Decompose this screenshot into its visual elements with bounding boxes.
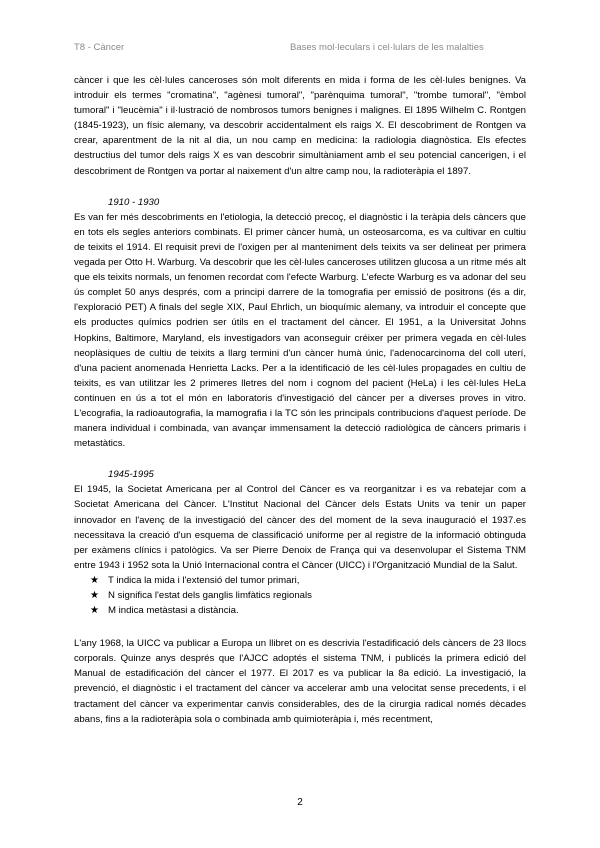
page-number: 2 [297, 797, 303, 808]
section-heading-1945-1995: 1945-1995 [108, 469, 154, 481]
bullet-text: M indica metàstasi a distància. [108, 605, 239, 617]
star-icon: ★ [90, 605, 99, 617]
page-body [74, 73, 526, 727]
bullet-text: T indica la mida i l'extensió del tumor primari, [108, 574, 300, 586]
list-item [90, 573, 526, 588]
star-icon: ★ [90, 574, 99, 586]
paragraph-1: càncer i que les cèl·lules canceroses són molt diferents en mida i forma de les cèl·lules benignes. Va introduir els termes "cromatina", "agènesi tumoral", "parènquima tumoral", "trombe tumoral", "èmbol tumoral" i "leucèmia" i il·lustració de nombrosos tumors benignes i malignes. El 1895 Wilhelm C. Rontgen (1845-1923), un físic alemany, va descobrir accidentalment els raigs X. El descobriment de Rontgen va crear, aparentment de la nit al dia, un nou camp en medicina: la radiologia diagnòstica. Els efectes destructius del tumor dels raigs X es van descobrir simultàniament amb el seu potencial cancerigen, i el descobriment de Rontgen va portar al naixement d'un altre camp nou, la radioteràpia el 1897. [74, 75, 526, 177]
list-item [90, 603, 526, 618]
bullet-text: N significa l'estat dels ganglis limfàtics regionals [108, 590, 312, 601]
star-icon: ★ [90, 590, 99, 601]
section-heading-1910-1930: 1910 - 1930 [108, 196, 160, 208]
paragraph-4: L'any 1968, la UICC va publicar a Europa un llibret on es descrivia l'estadificació dels càncers de 23 llocs corporals. Quinze anys després que l'AJCC adoptés el sistema TNM, i publicés la primera edició del Manual de estadificación del càncer el 1977. El 2017 es va publicar la 8a edició. La investigació, la prevenció, el diagnòstic i el tractament del càncer va accelerar amb una velocitat sense precedents, i el tractament del càncer va experimentar canvis considerables, des de la cirurgia radical només dècades abans, fins a la radioteràpia sola o combinada amb quimioteràpia i, més recentment, [74, 638, 526, 725]
list-item [90, 588, 526, 603]
paragraph-3: El 1945, la Societat Americana per al Control del Càncer es va reorganitzar i es va rebatejar com a Societat Americana del Càncer. L'Institut Nacional del Càncer dels Estats Units va tenir un paper innovador en l'avenç de la investigació del càncer des del moment de la seva inauguració el 1937.es necessitava la creació d'un esquema de classificació uniforme per al registre de la informació obtinguda per exàmens clínics i patològics. Va ser Pierre Denoix de França qui va desenvolupar el Sistema TNM entre 1943 i 1952 sota la Unió Internacional contra el Càncer (UICC) i l'Organització Mundial de la Salut. [74, 484, 526, 571]
header-left: T8 - Càncer [74, 42, 125, 53]
paragraph-2: Es van fer més descobriments en l'etiologia, la detecció precoç, el diagnòstic i la teràpia dels càncers que en tots els segles anteriors combinats. El primer càncer humà, un osteosarcoma, es va cultivar en cultiu de teixits el 1914. El requisit previ de l'oxigen per al manteniment dels teixits va ser delineat per primera vegada per Otto H. Warburg. Va descobrir que les cèl·lules canceroses utilitzen glucosa a un ritme més alt que els teixits normals, un fenomen recordat com l'efecte Warburg. L'efecte Warburg es va adonar del seu ús complet 50 anys després, com a principi darrere de la tomografia per emissió de positrons (és a dir, l'exploració PET) A finals del segle XIX, Paul Ehrlich, un bioquímic alemany, va introduir el concepte que els productes químics podrien ser útils en el tractament del càncer. El 1951, a la Universitat Johns Hopkins, Baltimore, Maryland, els investigadors van aconseguir créixer per primera vegada en cèl·lules neoplàsiques de cultiu de teixits a llarg termini d'un càncer humà únic, l'adenocarcinoma del coll uterí, d'una pacient anomenada Henrietta Lacks. Per a la identificació de les cèl·lules propagades en cultiu de teixits, es van utilitzar les 2 primeres lletres del nom i cognom del pacient (HeLa) i les cèl·lules HeLa continuen en ús a tot el món en laboratoris d'investigació del càncer per a diverses proves in vitro. L'ecografia, la radioautografia, la mamografia i la TC són les principals contribucions d'aquest període. De manera individual i combinada, van avançar immensament la detecció radiològica de càncers primaris i metastàtics. [74, 211, 526, 450]
tnm-bullet-list [74, 573, 526, 618]
header-right: Bases mol·leculars i cel·lulars de les malalties [290, 42, 484, 53]
